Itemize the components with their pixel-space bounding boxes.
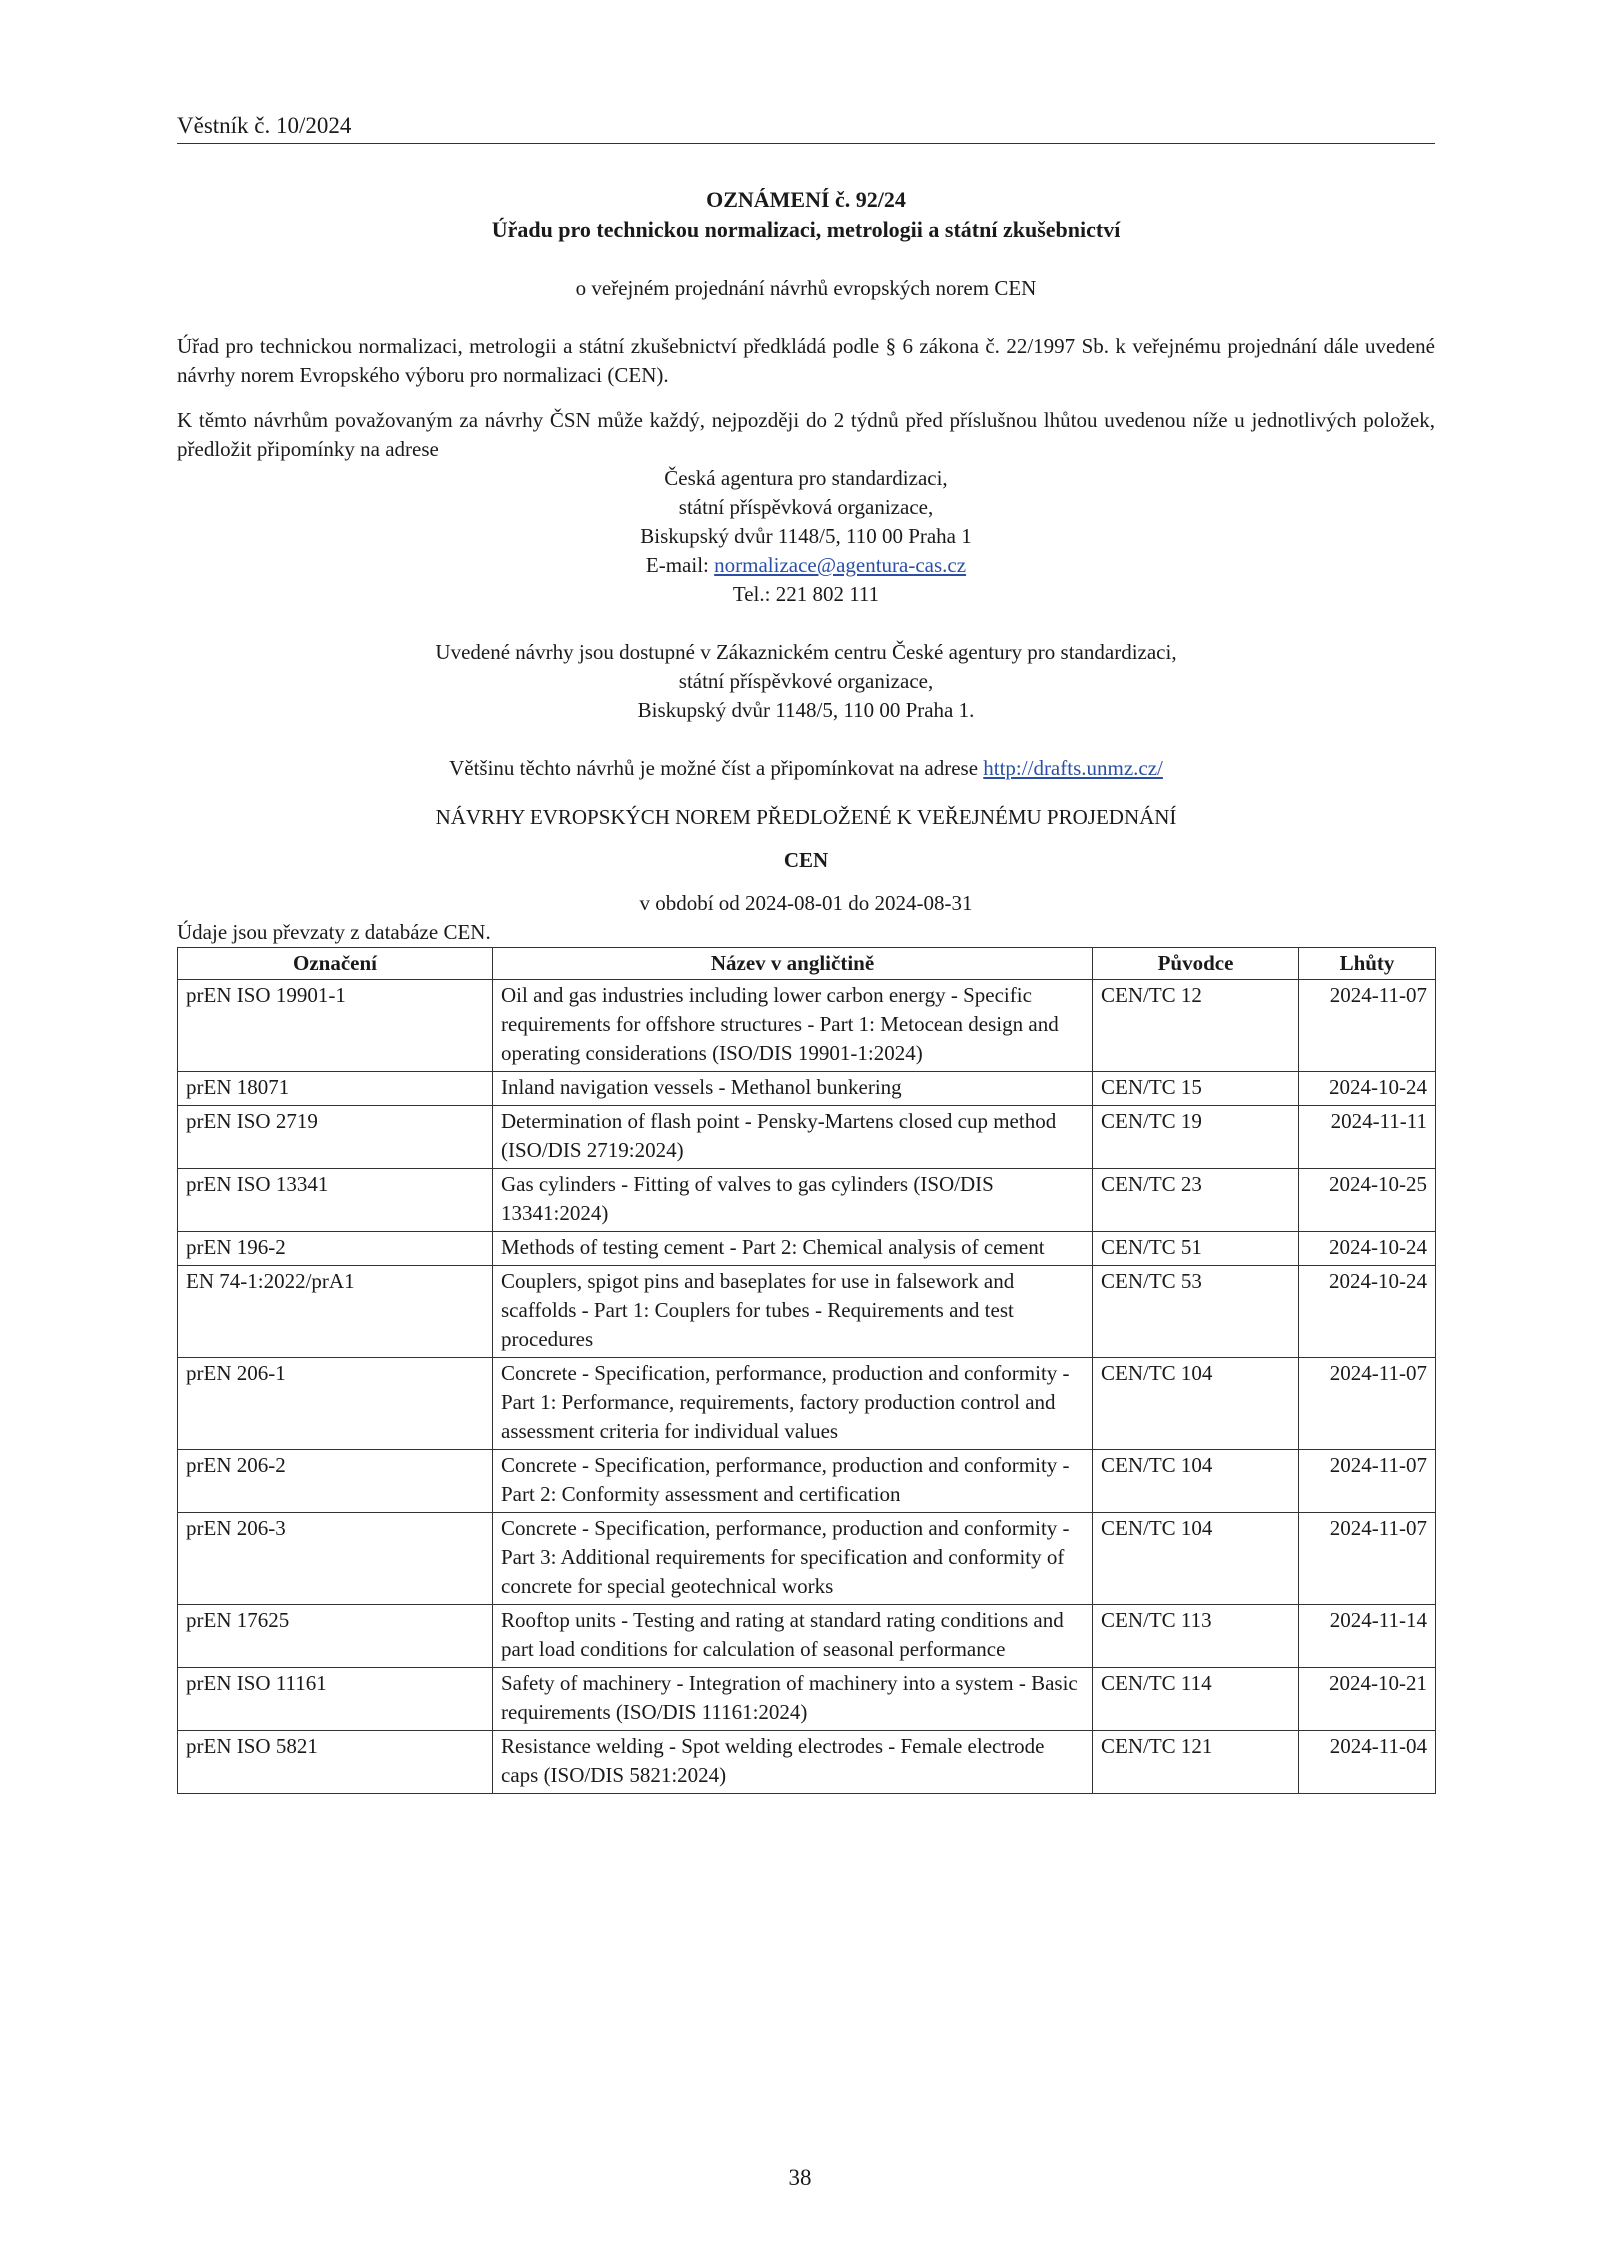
cell-deadline: 2024-11-07 [1299, 1450, 1436, 1513]
drafts-link[interactable]: http://drafts.unmz.cz/ [983, 756, 1163, 780]
cell-title: Concrete - Specification, performance, production and conformity - Part 2: Conformity assessment and certification [493, 1450, 1093, 1513]
cell-designation: prEN 206-2 [178, 1450, 493, 1513]
availability-line-3: Biskupský dvůr 1148/5, 110 00 Praha 1. [637, 698, 975, 722]
cell-title: Methods of testing cement - Part 2: Chemical analysis of cement [493, 1232, 1093, 1266]
cell-origin: CEN/TC 104 [1093, 1450, 1299, 1513]
cell-designation: prEN 206-3 [178, 1513, 493, 1605]
cell-designation: prEN 17625 [178, 1605, 493, 1668]
cell-designation: prEN 18071 [178, 1072, 493, 1106]
page-number: 38 [788, 2165, 812, 2190]
source-note: Údaje jsou převzaty z databáze CEN. [177, 920, 491, 944]
table-row [178, 1106, 1436, 1169]
journal-title: Věstník č. 10/2024 [177, 113, 352, 138]
cell-title: Safety of machinery - Integration of machinery into a system - Basic requirements (ISO/DIS 11161:2024) [493, 1668, 1093, 1731]
column-header-designation: Označení [178, 948, 493, 980]
drafts-text: Většinu těchto návrhů je možné číst a připomínkovat na adrese [449, 756, 984, 780]
cell-deadline: 2024-11-14 [1299, 1605, 1436, 1668]
table-row [178, 1450, 1436, 1513]
table-row [178, 1232, 1436, 1266]
drafts-line [177, 754, 1435, 783]
cell-designation: prEN ISO 13341 [178, 1169, 493, 1232]
notice-body [177, 185, 1435, 1794]
notice-issuer: Úřadu pro technickou normalizaci, metrologii a státní zkušebnictví [491, 217, 1121, 242]
table-row [178, 1266, 1436, 1358]
cell-deadline: 2024-11-07 [1299, 1358, 1436, 1450]
cell-designation: prEN 196-2 [178, 1232, 493, 1266]
cell-deadline: 2024-10-25 [1299, 1169, 1436, 1232]
running-header [177, 113, 1435, 144]
table-row [178, 1358, 1436, 1450]
cell-designation: prEN ISO 11161 [178, 1668, 493, 1731]
cell-title: Resistance welding - Spot welding electrodes - Female electrode caps (ISO/DIS 5821:2024) [493, 1731, 1093, 1794]
table-row [178, 1605, 1436, 1668]
period-line: v období od 2024-08-01 do 2024-08-31 [639, 891, 973, 915]
table-row [178, 1668, 1436, 1731]
org-heading: CEN [783, 848, 829, 872]
comments-paragraph: K těmto návrhům považovaným za návrhy ČSN může každý, nejpozději do 2 týdnů před příslušnou lhůtou uvedenou níže u jednotlivých položek, předložit připomínky na adrese [177, 408, 1435, 461]
notice-subject: o veřejném projednání návrhů evropských norem CEN [575, 276, 1037, 300]
cell-origin: CEN/TC 121 [1093, 1731, 1299, 1794]
email-link[interactable]: normalizace@agentura-cas.cz [714, 553, 967, 577]
table-row [178, 1169, 1436, 1232]
column-header-deadline: Lhůty [1299, 948, 1436, 980]
table-row [178, 1513, 1436, 1605]
cell-origin: CEN/TC 104 [1093, 1513, 1299, 1605]
cell-origin: CEN/TC 113 [1093, 1605, 1299, 1668]
cell-deadline: 2024-10-24 [1299, 1266, 1436, 1358]
email-label: E-mail: [645, 553, 715, 577]
availability-line-1: Uvedené návrhy jsou dostupné v Zákaznickém centru České agentury pro standardizaci, [435, 640, 1177, 664]
address-line-1: Česká agentura pro standardizaci, [664, 466, 948, 490]
cell-designation: prEN ISO 2719 [178, 1106, 493, 1169]
cell-designation: prEN 206-1 [178, 1358, 493, 1450]
cell-origin: CEN/TC 12 [1093, 980, 1299, 1072]
cell-title: Oil and gas industries including lower carbon energy - Specific requirements for offshore structures - Part 1: Metocean design and operating considerations (ISO/DIS 19901-1:2024) [493, 980, 1093, 1072]
cell-origin: CEN/TC 114 [1093, 1668, 1299, 1731]
cell-origin: CEN/TC 104 [1093, 1358, 1299, 1450]
cell-title: Inland navigation vessels - Methanol bunkering [493, 1072, 1093, 1106]
cell-deadline: 2024-11-11 [1299, 1106, 1436, 1169]
list-heading: NÁVRHY EVROPSKÝCH NOREM PŘEDLOŽENÉ K VEŘEJNÉMU PROJEDNÁNÍ [435, 805, 1177, 829]
cell-deadline: 2024-10-24 [1299, 1232, 1436, 1266]
column-header-origin: Původce [1093, 948, 1299, 980]
cell-origin: CEN/TC 53 [1093, 1266, 1299, 1358]
cell-deadline: 2024-10-24 [1299, 1072, 1436, 1106]
cell-title: Concrete - Specification, performance, production and conformity - Part 3: Additional requirements for specification and conformity of concrete for special geotechnical works [493, 1513, 1093, 1605]
table-row [178, 1731, 1436, 1794]
availability-line-2: státní příspěvkové organizace, [678, 669, 934, 693]
intro-paragraph: Úřad pro technickou normalizaci, metrologii a státní zkušebnictví předkládá podle § 6 zákona č. 22/1997 Sb. k veřejnému projednání dále uvedené návrhy norem Evropského výboru pro normalizaci (CEN). [177, 334, 1435, 387]
table-row [178, 1072, 1436, 1106]
cell-origin: CEN/TC 23 [1093, 1169, 1299, 1232]
address-line-2: státní příspěvková organizace, [678, 495, 934, 519]
availability-block [177, 638, 1435, 725]
cell-title: Determination of flash point - Pensky-Martens closed cup method (ISO/DIS 2719:2024) [493, 1106, 1093, 1169]
cell-deadline: 2024-11-04 [1299, 1731, 1436, 1794]
cell-designation: prEN ISO 19901-1 [178, 980, 493, 1072]
table-header-row [178, 948, 1436, 980]
address-line-3: Biskupský dvůr 1148/5, 110 00 Praha 1 [640, 524, 972, 548]
notice-title: OZNÁMENÍ č. 92/24 [706, 187, 906, 212]
cell-designation: prEN ISO 5821 [178, 1731, 493, 1794]
drafts-table [177, 947, 1436, 1794]
cell-title: Rooftop units - Testing and rating at standard rating conditions and part load conditions for calculation of seasonal performance [493, 1605, 1093, 1668]
table-row [178, 980, 1436, 1072]
cell-deadline: 2024-11-07 [1299, 980, 1436, 1072]
email-line [177, 551, 1435, 580]
cell-deadline: 2024-10-21 [1299, 1668, 1436, 1731]
phone-line: Tel.: 221 802 111 [732, 582, 880, 606]
cell-title: Concrete - Specification, performance, production and conformity - Part 1: Performance, requirements, factory production control and assessment criteria for individual values [493, 1358, 1093, 1450]
cell-origin: CEN/TC 19 [1093, 1106, 1299, 1169]
cell-title: Gas cylinders - Fitting of valves to gas cylinders (ISO/DIS 13341:2024) [493, 1169, 1093, 1232]
column-header-title: Název v angličtině [493, 948, 1093, 980]
cell-deadline: 2024-11-07 [1299, 1513, 1436, 1605]
cell-title: Couplers, spigot pins and baseplates for use in falsework and scaffolds - Part 1: Couplers for tubes - Requirements and test procedures [493, 1266, 1093, 1358]
cell-designation: EN 74-1:2022/prA1 [178, 1266, 493, 1358]
cell-origin: CEN/TC 15 [1093, 1072, 1299, 1106]
cell-origin: CEN/TC 51 [1093, 1232, 1299, 1266]
address-block [177, 464, 1435, 609]
